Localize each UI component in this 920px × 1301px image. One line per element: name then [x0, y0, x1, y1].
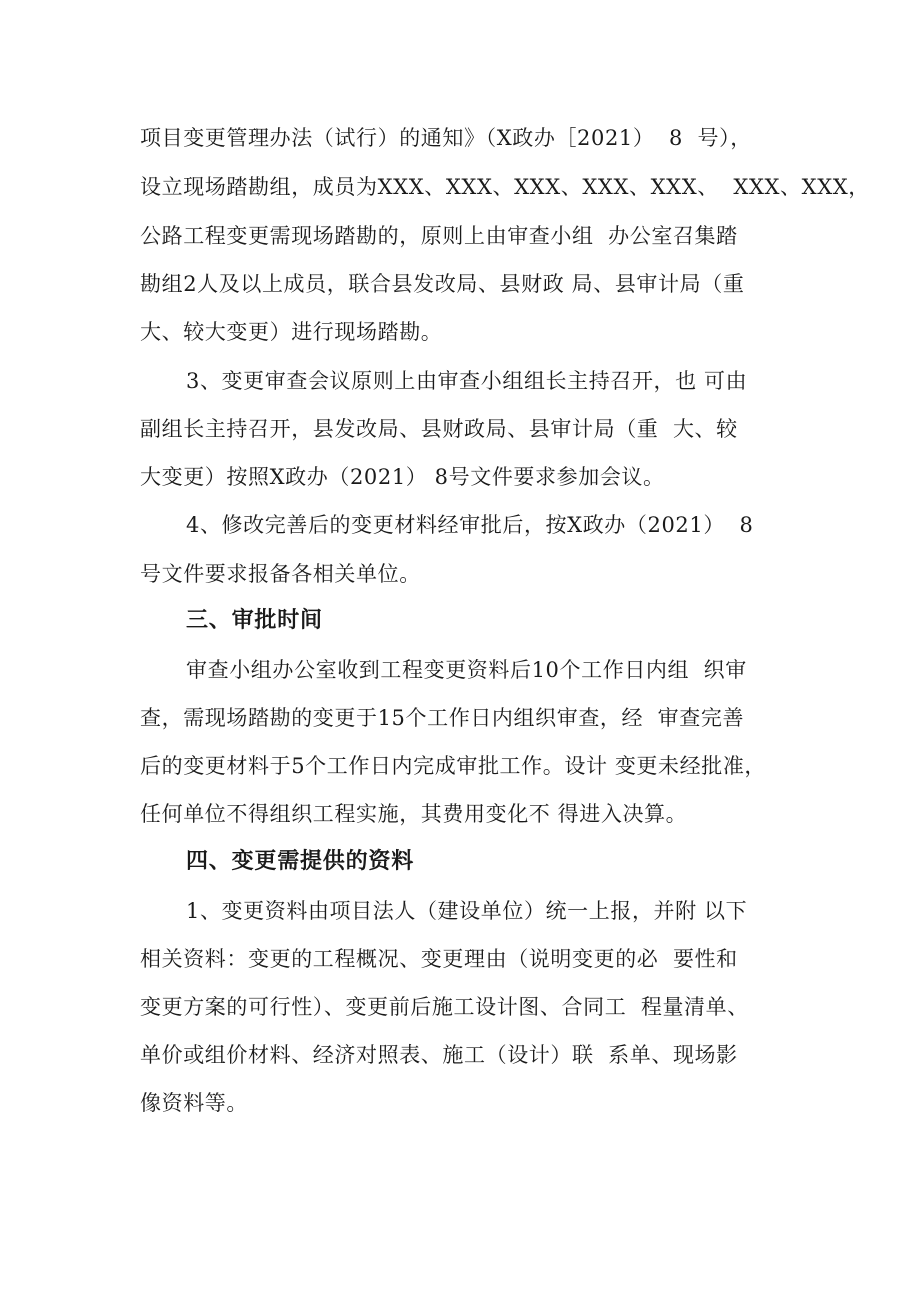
text-line: 相关资料：变更的工程概况、变更理由（说明变更的必 要性和: [140, 947, 738, 971]
text-line: 审查小组办公室收到工程变更资料后10个工作日内组 织审: [186, 658, 747, 682]
text-line: 项目变更管理办法（试行）的通知》（X政办［2021） 8 号），: [140, 126, 752, 150]
text-line: 勘组2人及以上成员，联合县发改局、县财政 局、县审计局（重: [140, 272, 745, 296]
text-line: 像资料等。: [140, 1091, 248, 1115]
text-line: 大变更）按照X政办（2021） 8号文件要求参加会议。: [140, 465, 665, 489]
text-line: 大、较大变更）进行现场踏勘。: [140, 320, 443, 344]
text-line: 变更方案的可行性）、变更前后施工设计图、合同工 程量清单、: [140, 995, 749, 1019]
text-line: 号文件要求报备各相关单位。: [140, 562, 421, 586]
section-heading-approval-time: 三、审批时间: [186, 608, 323, 633]
text-line: 副组长主持召开，县发改局、县财政局、县审计局（重 大、较: [140, 417, 738, 441]
text-line: 4、修改完善后的变更材料经审批后，按X政办（2021） 8: [186, 513, 754, 537]
text-line: 后的变更材料于5个工作日内完成审批工作。设计 变更未经批准，: [140, 754, 767, 778]
text-line: 设立现场踏勘组，成员为XXX、XXX、XXX、XXX、XXX、 XXX、XXX，: [140, 175, 870, 199]
text-line: 查，需现场踏勘的变更于15个工作日内组织审查，经 审查完善: [140, 706, 745, 730]
text-line: 公路工程变更需现场踏勘的，原则上由审查小组 办公室召集踏: [140, 224, 738, 248]
text-line: 1、变更资料由项目法人（建设单位）统一上报，并附 以下: [186, 899, 748, 923]
section-heading-required-materials: 四、变更需提供的资料: [186, 849, 415, 874]
text-line: 单价或组价材料、经济对照表、施工（设计）联 系单、现场影: [140, 1043, 738, 1067]
text-line: 3、变更审查会议原则上由审查小组组长主持召开，也 可由: [186, 369, 748, 393]
text-line: 任何单位不得组织工程实施，其费用变化不 得进入决算。: [140, 802, 688, 826]
